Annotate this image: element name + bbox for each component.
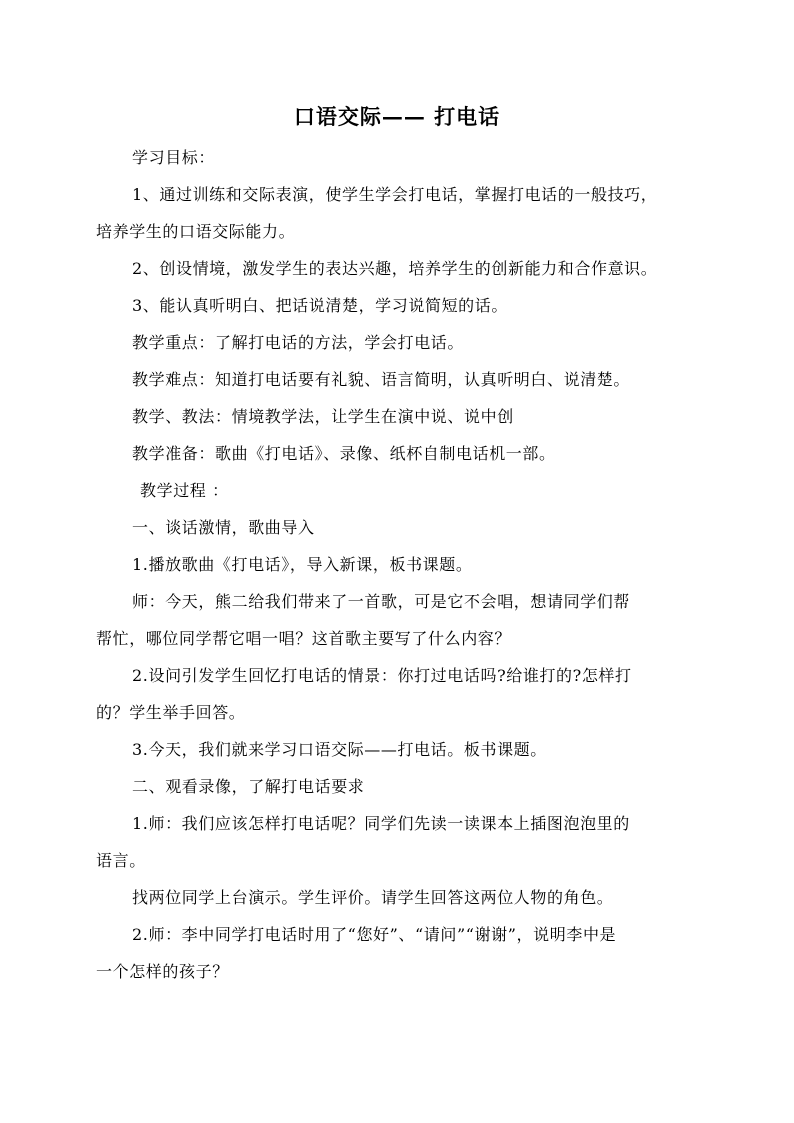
- teaching-method: 教学、教法：情境教学法，让学生在演中说、说中创: [132, 407, 514, 426]
- process-step-2-1-continued: 语言。: [96, 851, 146, 870]
- process-step-1-2: 2.设问引发学生回忆打电话的情景：你打过电话吗?给谁打的?怎样打: [132, 666, 632, 685]
- process-step-2-2: 2.师：李中同学打电话时用了“您好”、“请问”“谢谢”，说明李中是: [132, 925, 617, 944]
- objective-1: 1、通过训练和交际表演，使学生学会打电话，掌握打电话的一般技巧，: [132, 185, 658, 204]
- teaching-difficulty: 教学难点：知道打电话要有礼貌、语言简明，认真听明白、说清楚。: [132, 370, 631, 389]
- process-step-1-1: 1.播放歌曲《打电话》，导入新课，板书课题。: [132, 555, 473, 574]
- objective-1-continued: 培养学生的口语交际能力。: [96, 222, 296, 241]
- document-title: 口语交际—— 打电话: [293, 104, 501, 129]
- process-step-2-2-continued: 一个怎样的孩子？: [96, 962, 229, 981]
- process-step-1-3: 3.今天，我们就来学习口语交际——打电话。板书课题。: [132, 740, 547, 759]
- objective-2: 2、创设情境，激发学生的表达兴趣，培养学生的创新能力和合作意识。: [132, 259, 658, 278]
- section-heading-process: 教学过程 ：: [140, 481, 229, 500]
- process-step-2-demo: 找两位同学上台演示。学生评价。请学生回答这两位人物的角色。: [132, 888, 614, 907]
- section-heading-objectives: 学习目标：: [132, 148, 216, 167]
- teaching-focus: 教学重点：了解打电话的方法，学会打电话。: [132, 333, 465, 352]
- process-step-2-1: 1.师：我们应该怎样打电话呢？同学们先读一读课本上插图泡泡里的: [132, 814, 630, 833]
- process-part-2-heading: 二、观看录像，了解打电话要求: [132, 777, 365, 796]
- process-part-1-heading: 一、谈话激情，歌曲导入: [132, 518, 315, 537]
- objective-3: 3、能认真听明白、把话说清楚，学习说简短的话。: [132, 296, 508, 315]
- teacher-line-1: 师：今天，熊二给我们带来了一首歌，可是它不会唱，想请同学们帮: [132, 592, 631, 611]
- process-step-1-2-continued: 的？学生举手回答。: [96, 703, 246, 722]
- teaching-preparation: 教学准备：歌曲《打电话》、录像、纸杯自制电话机一部。: [132, 444, 556, 463]
- teacher-line-1-continued: 帮忙，哪位同学帮它唱一唱？这首歌主要写了什么内容？: [96, 629, 512, 648]
